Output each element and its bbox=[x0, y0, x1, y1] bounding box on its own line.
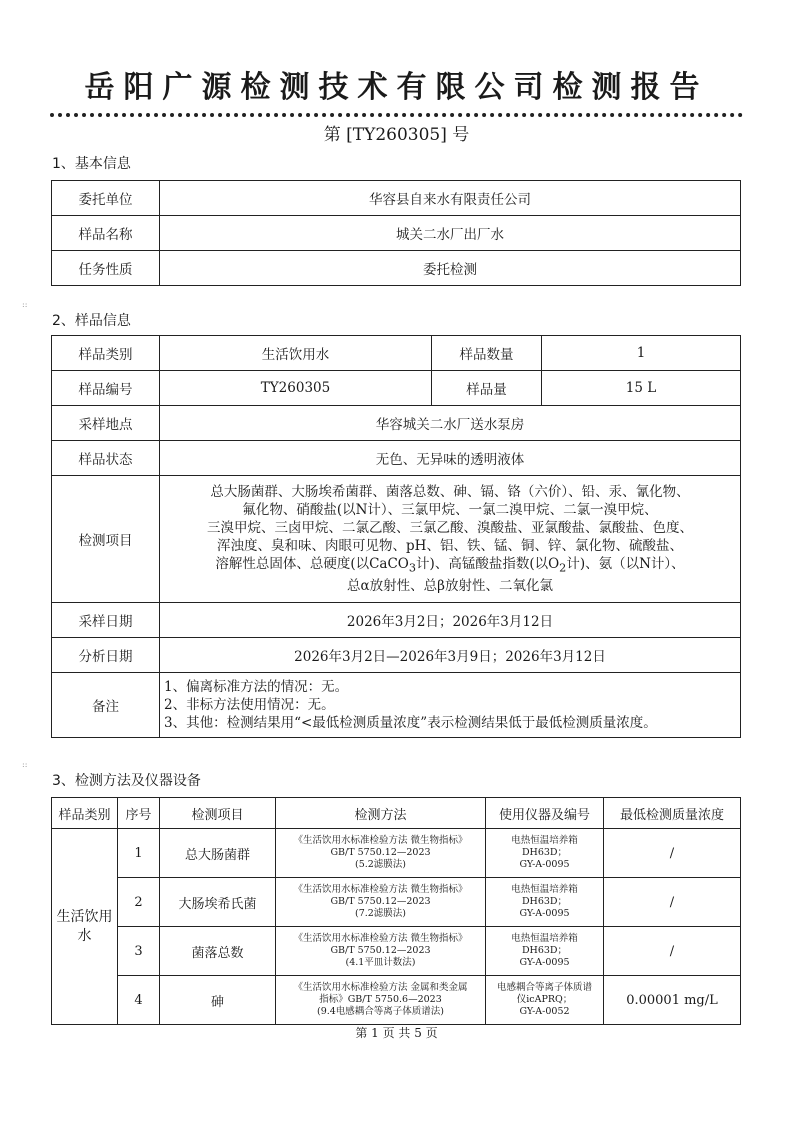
method-line: (5.2滤膜法) bbox=[354, 859, 407, 870]
test-item: 菌落总数 bbox=[160, 927, 276, 976]
detection-limit: / bbox=[604, 878, 741, 927]
section-heading-sample-info: 2、样品信息 bbox=[52, 313, 131, 329]
table-row bbox=[52, 603, 741, 638]
test-item: 总大肠菌群 bbox=[160, 829, 276, 878]
table-row bbox=[52, 976, 741, 1025]
instrument-line: GY-A-0095 bbox=[519, 908, 570, 919]
instrument bbox=[486, 927, 604, 976]
detection-limit: 0.00001 mg/L bbox=[604, 976, 741, 1025]
note-line: 2、非标方法使用情况：无。 bbox=[164, 697, 335, 713]
column-header: 最低检测质量浓度 bbox=[604, 798, 741, 829]
instrument bbox=[486, 976, 604, 1025]
items-label: 检测项目 bbox=[52, 476, 160, 603]
table-header-row bbox=[52, 798, 741, 829]
page-footer: 第 1 页 共 5 页 bbox=[355, 1026, 438, 1040]
subscript: 3 bbox=[408, 561, 417, 575]
method-line: GB/T 5750.12—2023 bbox=[330, 896, 431, 907]
notes-label: 备注 bbox=[52, 673, 160, 738]
notes-value bbox=[160, 673, 741, 738]
instrument-line: GY-A-0095 bbox=[519, 859, 570, 870]
table-row bbox=[52, 878, 741, 927]
table-row bbox=[52, 336, 741, 371]
method-line: (9.4电感耦合等离子体质谱法) bbox=[316, 1006, 445, 1017]
report-number: 第 [TY260305] 号 bbox=[323, 125, 470, 145]
items-line: 总α放射性、总β放射性、二氧化氯 bbox=[347, 578, 553, 595]
items-text: 计)、高锰酸盐指数(以O bbox=[416, 555, 560, 572]
method-line: 《生活饮用水标准检验方法 金属和类金属 bbox=[293, 982, 468, 993]
test-item: 大肠埃希氏菌 bbox=[160, 878, 276, 927]
note-line: 3、其他：检测结果用“<最低检测质量浓度”表示检测结果低于最低检测质量浓度。 bbox=[164, 715, 657, 731]
method-line: GB/T 5750.12—2023 bbox=[330, 847, 431, 858]
instrument-line: GY-A-0095 bbox=[519, 957, 570, 968]
items-line: 总大肠菌群、大肠埃希菌群、菌落总数、砷、镉、铬（六价）、铅、汞、氰化物、 bbox=[210, 483, 690, 500]
sampling-date-value: 2026年3月2日；2026年3月12日 bbox=[160, 603, 741, 638]
analysis-date-value: 2026年3月2日—2026年3月9日；2026年3月12日 bbox=[160, 638, 741, 673]
methods-table bbox=[51, 797, 741, 1025]
site-value: 华容城关二水厂送水泵房 bbox=[160, 406, 741, 441]
items-value bbox=[160, 476, 741, 603]
method-line: (7.2滤膜法) bbox=[354, 908, 407, 919]
items-text: 溶解性总固体、总硬度(以CaCO bbox=[215, 555, 409, 572]
sample-type-value: 生活饮用水 bbox=[160, 336, 432, 371]
column-header: 样品类别 bbox=[52, 798, 118, 829]
margin-mark: :: bbox=[22, 300, 28, 309]
column-header: 检测方法 bbox=[276, 798, 486, 829]
instrument bbox=[486, 878, 604, 927]
row-number: 3 bbox=[118, 927, 160, 976]
sample-no-label: 样品编号 bbox=[52, 371, 160, 406]
margin-mark: :: bbox=[22, 760, 28, 769]
items-line: 氟化物、硝酸盐(以N计）、三氯甲烷、一氯二溴甲烷、二氯一溴甲烷、 bbox=[242, 501, 658, 518]
items-line bbox=[166, 555, 734, 578]
row-value: 华容县自来水有限责任公司 bbox=[160, 181, 741, 216]
method-line: 指标》GB/T 5750.6—2023 bbox=[319, 994, 442, 1005]
method-line: 《生活饮用水标准检验方法 微生物指标》 bbox=[293, 933, 468, 944]
state-label: 样品状态 bbox=[52, 441, 160, 476]
sample-category-cell: 生活饮用水 bbox=[52, 829, 118, 1025]
sample-amount-value: 15 L bbox=[542, 371, 741, 406]
test-method bbox=[276, 878, 486, 927]
table-row bbox=[52, 638, 741, 673]
items-text: 计)、氨（以N计）、 bbox=[566, 555, 685, 572]
method-line: GB/T 5750.12—2023 bbox=[330, 945, 431, 956]
instrument-line: 电热恒温培养箱 bbox=[511, 835, 578, 846]
test-method bbox=[276, 927, 486, 976]
sample-type-label: 样品类别 bbox=[52, 336, 160, 371]
section-heading-methods: 3、检测方法及仪器设备 bbox=[52, 773, 201, 789]
state-value: 无色、无异味的透明液体 bbox=[160, 441, 741, 476]
subscript: 2 bbox=[559, 561, 567, 575]
table-row bbox=[52, 406, 741, 441]
sampling-date-label: 采样日期 bbox=[52, 603, 160, 638]
method-line: (4.1平皿计数法) bbox=[345, 957, 416, 968]
instrument-line: 电热恒温培养箱 bbox=[511, 933, 578, 944]
sample-info-table bbox=[51, 335, 741, 738]
test-method bbox=[276, 829, 486, 878]
row-label: 样品名称 bbox=[52, 216, 160, 251]
instrument-line: DH63D； bbox=[521, 896, 568, 907]
method-line: 《生活饮用水标准检验方法 微生物指标》 bbox=[293, 884, 468, 895]
analysis-date-label: 分析日期 bbox=[52, 638, 160, 673]
table-row bbox=[52, 927, 741, 976]
table-row bbox=[52, 251, 741, 286]
title-divider bbox=[50, 113, 743, 117]
row-value: 委托检测 bbox=[160, 251, 741, 286]
instrument-line: 电感耦合等离子体质谱 bbox=[496, 982, 592, 993]
note-line: 1、偏离标准方法的情况：无。 bbox=[164, 679, 349, 695]
items-line: 浑浊度、臭和味、肉眼可见物、pH、铝、铁、锰、铜、锌、氯化物、硫酸盐、 bbox=[217, 537, 683, 554]
table-row bbox=[52, 371, 741, 406]
table-row bbox=[52, 829, 741, 878]
table-row bbox=[52, 476, 741, 603]
test-method bbox=[276, 976, 486, 1025]
site-label: 采样地点 bbox=[52, 406, 160, 441]
instrument-line: 电热恒温培养箱 bbox=[511, 884, 578, 895]
table-row bbox=[52, 216, 741, 251]
instrument-line: GY-A-0052 bbox=[519, 1006, 570, 1017]
table-row bbox=[52, 181, 741, 216]
detection-limit: / bbox=[604, 829, 741, 878]
instrument-line: 仪icAPRQ； bbox=[516, 994, 573, 1005]
method-line: 《生活饮用水标准检验方法 微生物指标》 bbox=[293, 835, 468, 846]
row-label: 任务性质 bbox=[52, 251, 160, 286]
row-value: 城关二水厂出厂水 bbox=[160, 216, 741, 251]
sample-no-value: TY260305 bbox=[160, 371, 432, 406]
row-number: 1 bbox=[118, 829, 160, 878]
section-heading-basic-info: 1、基本信息 bbox=[52, 156, 131, 172]
row-label: 委托单位 bbox=[52, 181, 160, 216]
instrument bbox=[486, 829, 604, 878]
sample-amount-label: 样品量 bbox=[432, 371, 542, 406]
items-line: 三溴甲烷、三卤甲烷、二氯乙酸、三氯乙酸、溴酸盐、亚氯酸盐、氯酸盐、色度、 bbox=[207, 519, 693, 536]
row-number: 2 bbox=[118, 878, 160, 927]
detection-limit: / bbox=[604, 927, 741, 976]
sample-count-label: 样品数量 bbox=[432, 336, 542, 371]
report-title: 岳阳广源检测技术有限公司检测报告 bbox=[84, 70, 709, 105]
basic-info-table bbox=[51, 180, 741, 286]
row-number: 4 bbox=[118, 976, 160, 1025]
sample-count-value: 1 bbox=[542, 336, 741, 371]
column-header: 序号 bbox=[118, 798, 160, 829]
table-row bbox=[52, 673, 741, 738]
column-header: 检测项目 bbox=[160, 798, 276, 829]
test-item: 砷 bbox=[160, 976, 276, 1025]
column-header: 使用仪器及编号 bbox=[486, 798, 604, 829]
table-row bbox=[52, 441, 741, 476]
instrument-line: DH63D； bbox=[521, 945, 568, 956]
instrument-line: DH63D； bbox=[521, 847, 568, 858]
